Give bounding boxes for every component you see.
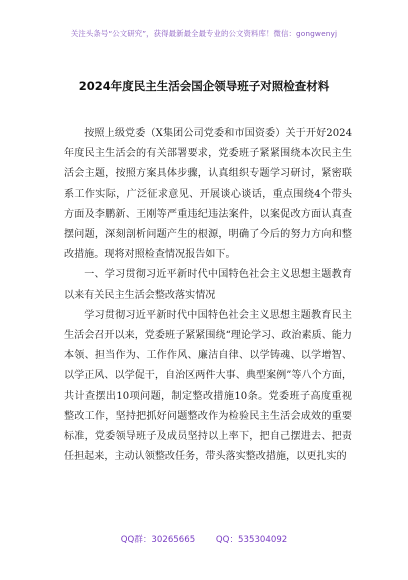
section-1-heading: 一、学习贯彻习近平新时代中国特色社会主义思想主题教育以来有关民主生活会整改落实情况: [64, 269, 352, 301]
footer-qq-group: QQ群：30265665: [120, 535, 196, 545]
document-title: 2024年度民主生活会国企领导班子对照检查材料: [78, 79, 330, 93]
footer-qq: QQ：535304092: [215, 535, 288, 545]
header-notice: 关注头条号“公文研究”，获得最新最全最专业的公文资料库！微信：gongwenyj: [70, 29, 338, 38]
document-body: [64, 124, 352, 467]
footer-contact: [0, 533, 408, 545]
section-1-paragraph: 学习贯彻习近平新时代中国特色社会主义思想主题教育民主生活会召开以来，党委班子紧紧围绕“理论学习、政治素质、能力本领、担当作为、工作作风、廉洁自律、以学铸魂、以学增智、以学正风、以学促干，自治区两件大事、典型案例”等八个方面，共计查摆出10项问题，制定整改措施10条。党委班子高度重视整改工作，坚持把抓好问题整改作为检验民主生活会成效的重要标准，党委领导班子及成员坚持以上率下，把自己摆进去、把责任担起来，主动认领整改任务，带头落实整改措施，以更扎实的: [64, 309, 352, 463]
intro-paragraph: 按照上级党委（X集团公司党委和市国资委）关于开好2024年度民主生活会的有关部署要求，党委班子紧紧围绕本次民主生活会主题，按照方案具体步骤，认真组织专题学习研讨，紧密联系工作实际，广泛征求意见、开展谈心谈话，重点围绕4个带头方面及李鹏新、王刚等严重违纪违法案件，以案促改方面认真查摆问题，深刻剖析问题产生的根源，明确了今后的努力方向和整改措施。现将对照检查情况报告如下。: [64, 128, 352, 261]
